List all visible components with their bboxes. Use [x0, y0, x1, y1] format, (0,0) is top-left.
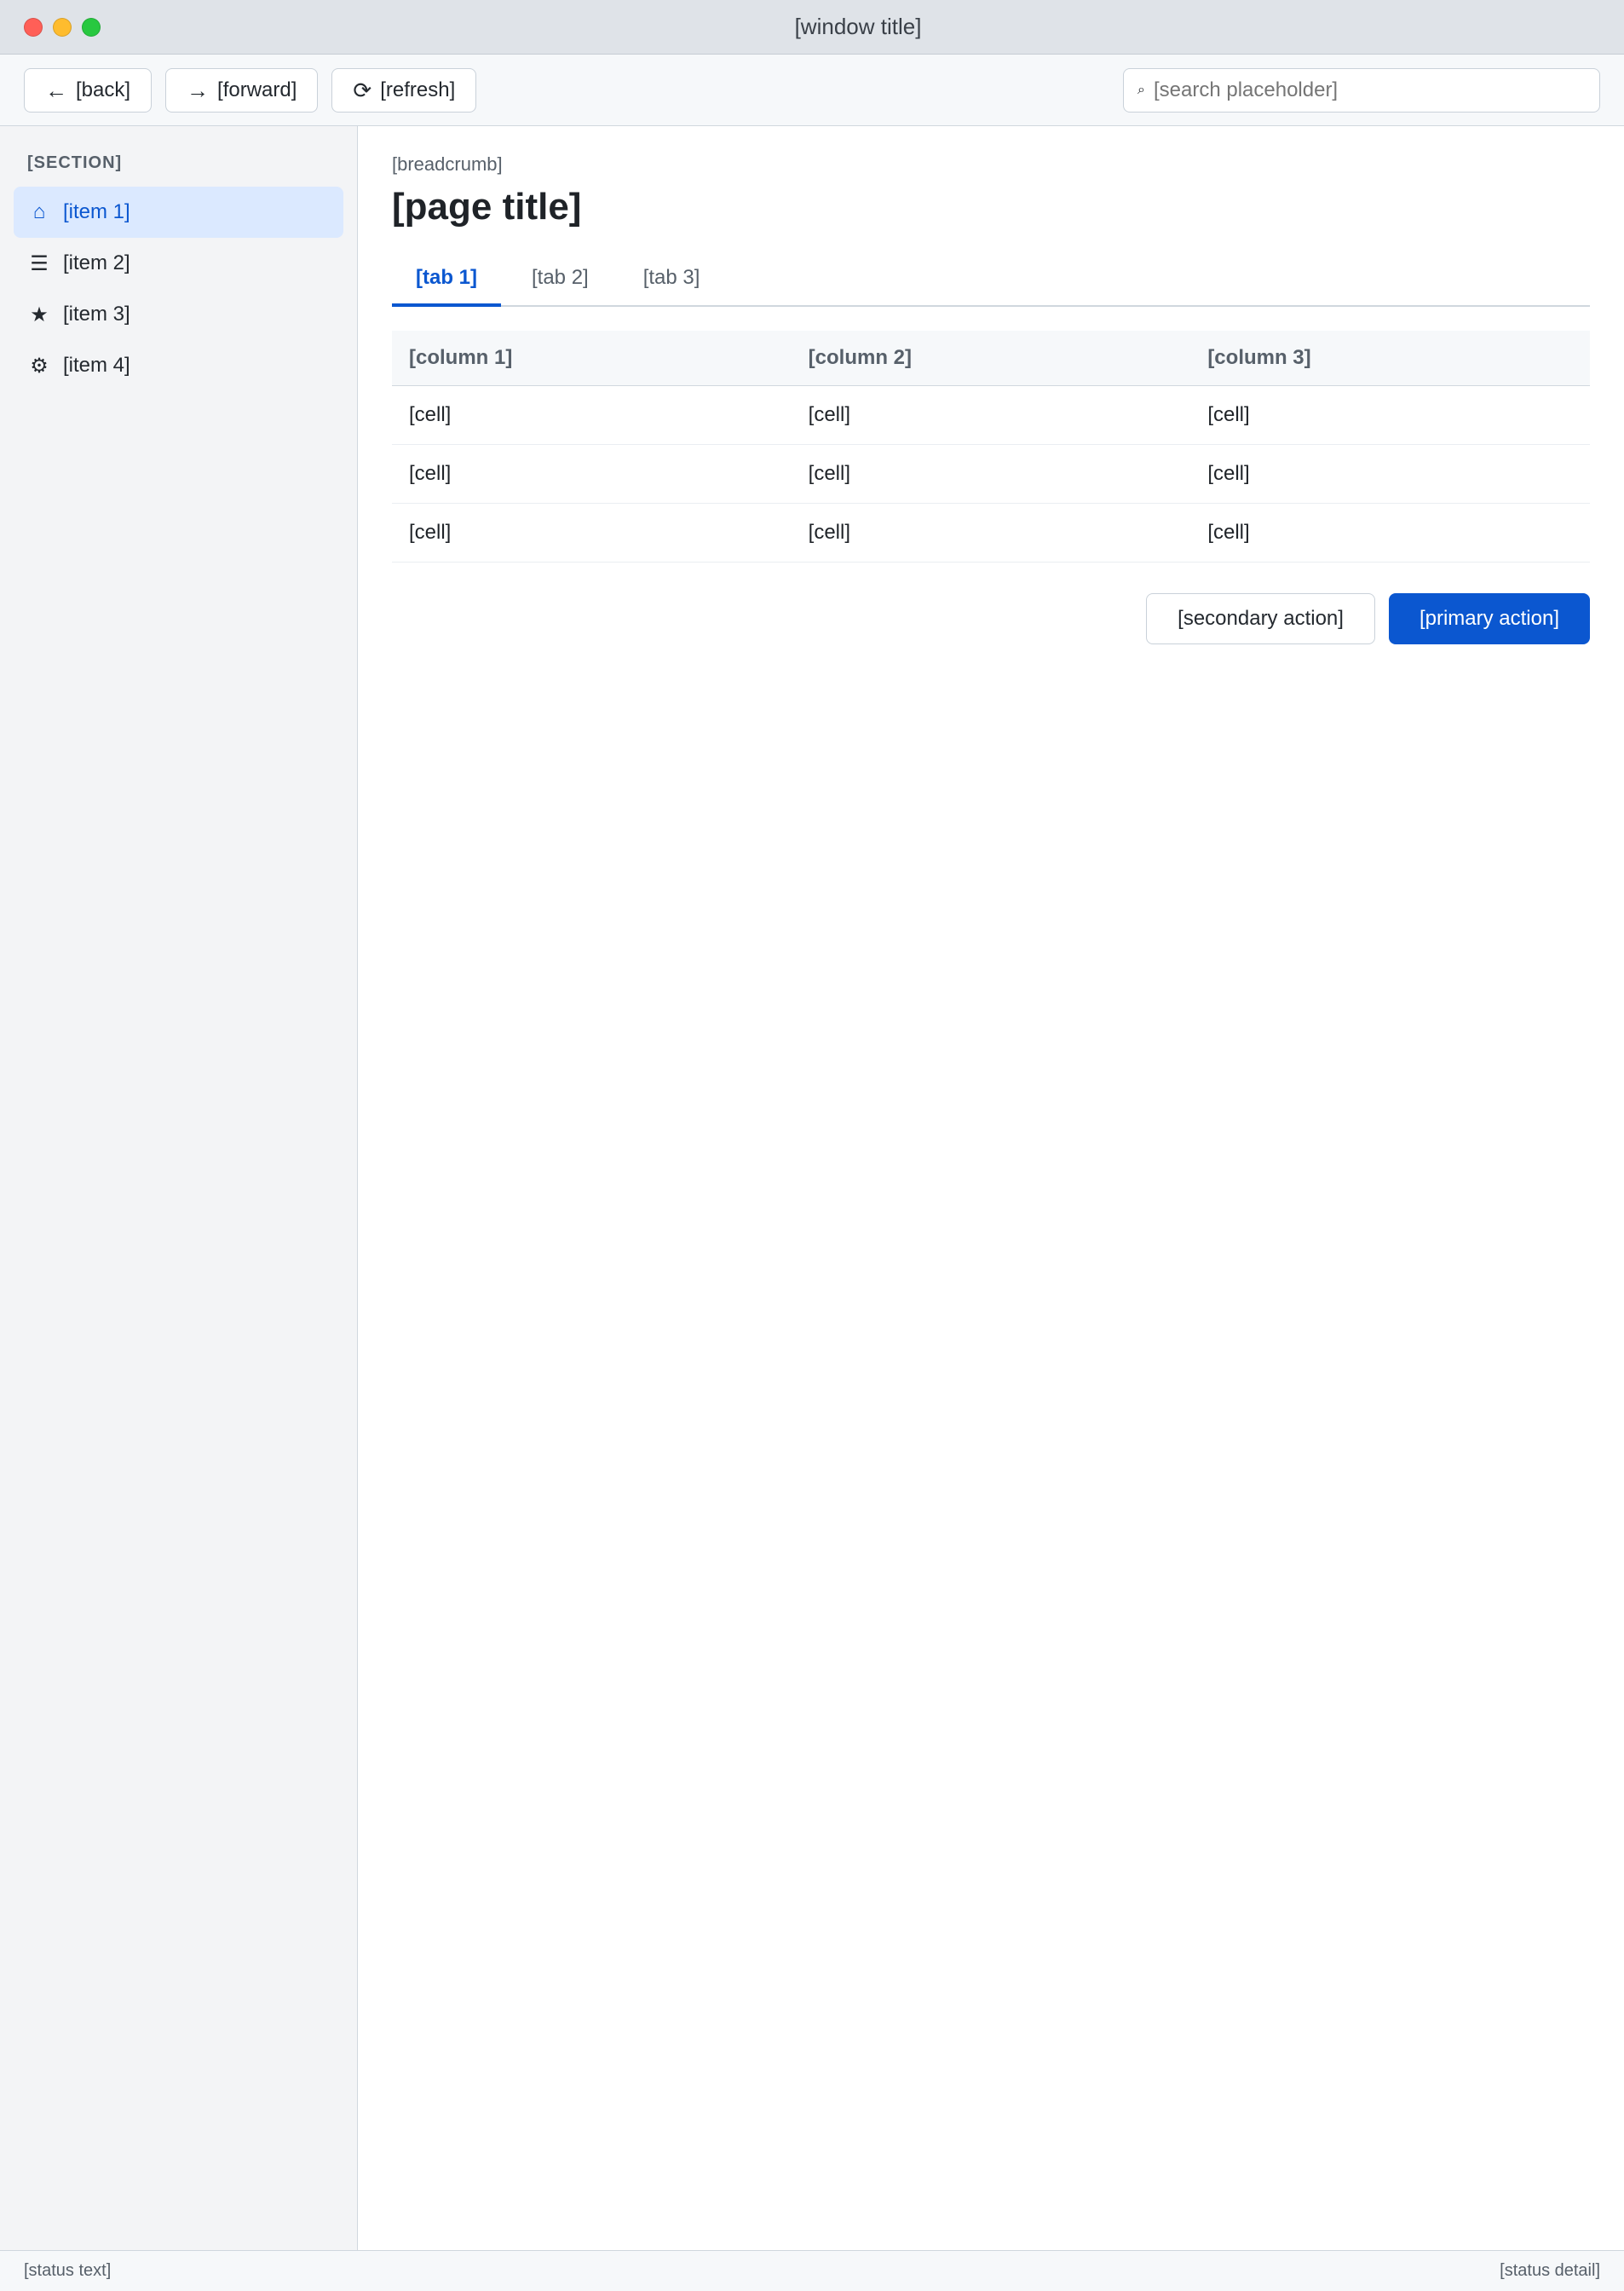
sidebar-item-4[interactable] [14, 340, 343, 391]
sidebar-item-label: [item 4] [63, 354, 130, 377]
table-cell: [cell] [392, 504, 792, 563]
table-cell: [cell] [792, 386, 1191, 445]
table-cell: [cell] [1190, 504, 1590, 563]
refresh-icon: ⟳ [353, 77, 372, 103]
arrow-left-icon: ← [45, 77, 67, 103]
table-row[interactable] [392, 386, 1590, 445]
tab-1[interactable]: [tab 1] [392, 252, 501, 307]
tab-2[interactable]: [tab 2] [532, 266, 589, 289]
window-title: [window title] [794, 14, 922, 39]
title-bar [0, 0, 1624, 55]
action-row [392, 593, 1590, 644]
sidebar-heading: [SECTION] [27, 153, 123, 172]
search-input[interactable] [1154, 78, 1586, 102]
table-cell: [cell] [392, 445, 792, 504]
table-header-row [392, 331, 1590, 386]
sidebar [0, 126, 358, 2250]
search-box[interactable] [1123, 68, 1600, 113]
table-row[interactable] [392, 504, 1590, 563]
sidebar-item-label: [item 2] [63, 251, 130, 274]
secondary-button[interactable]: [secondary action] [1146, 593, 1375, 644]
back-button[interactable] [24, 68, 152, 113]
data-table [392, 331, 1590, 563]
column-header[interactable]: [column 3] [1190, 331, 1590, 386]
refresh-button-label: [refresh] [380, 78, 456, 101]
table-row[interactable] [392, 445, 1590, 504]
app-body [0, 126, 1624, 2250]
sidebar-item-3[interactable] [14, 289, 343, 340]
tab-bar [392, 252, 1590, 307]
column-header[interactable]: [column 1] [392, 331, 792, 386]
back-button-label: [back] [76, 78, 131, 101]
maximize-window-button[interactable] [82, 18, 101, 37]
window-controls [24, 18, 101, 37]
table-cell: [cell] [1190, 445, 1590, 504]
table-cell: [cell] [1190, 386, 1590, 445]
status-detail: [status detail] [1500, 2261, 1600, 2280]
arrow-right-icon: → [187, 77, 210, 103]
table-cell: [cell] [792, 504, 1191, 563]
sidebar-item-label: [item 3] [63, 303, 130, 326]
search-icon: ⌕ [1137, 82, 1145, 97]
status-bar [0, 2250, 1624, 2291]
sidebar-item-2[interactable] [14, 238, 343, 289]
sidebar-item-label: [item 1] [63, 200, 130, 223]
sidebar-item-1[interactable] [14, 187, 343, 238]
forward-button[interactable] [165, 68, 318, 113]
minimize-window-button[interactable] [53, 18, 72, 37]
breadcrumb[interactable]: [breadcrumb] [392, 153, 503, 175]
home-icon: ⌂ [32, 200, 46, 223]
refresh-button[interactable] [331, 68, 476, 113]
close-window-button[interactable] [24, 18, 43, 37]
tab-3[interactable]: [tab 3] [642, 266, 700, 289]
main-content [358, 126, 1624, 2250]
star-icon: ★ [30, 303, 49, 326]
forward-button-label: [forward] [217, 78, 297, 101]
toolbar [0, 55, 1624, 126]
table-cell: [cell] [792, 445, 1191, 504]
gear-icon: ⚙ [30, 354, 49, 378]
primary-button[interactable]: [primary action] [1389, 593, 1590, 644]
column-header[interactable]: [column 2] [792, 331, 1191, 386]
page-title: [page title] [392, 186, 582, 228]
status-text: [status text] [24, 2261, 112, 2280]
table-cell: [cell] [392, 386, 792, 445]
list-icon: ☰ [30, 251, 49, 275]
